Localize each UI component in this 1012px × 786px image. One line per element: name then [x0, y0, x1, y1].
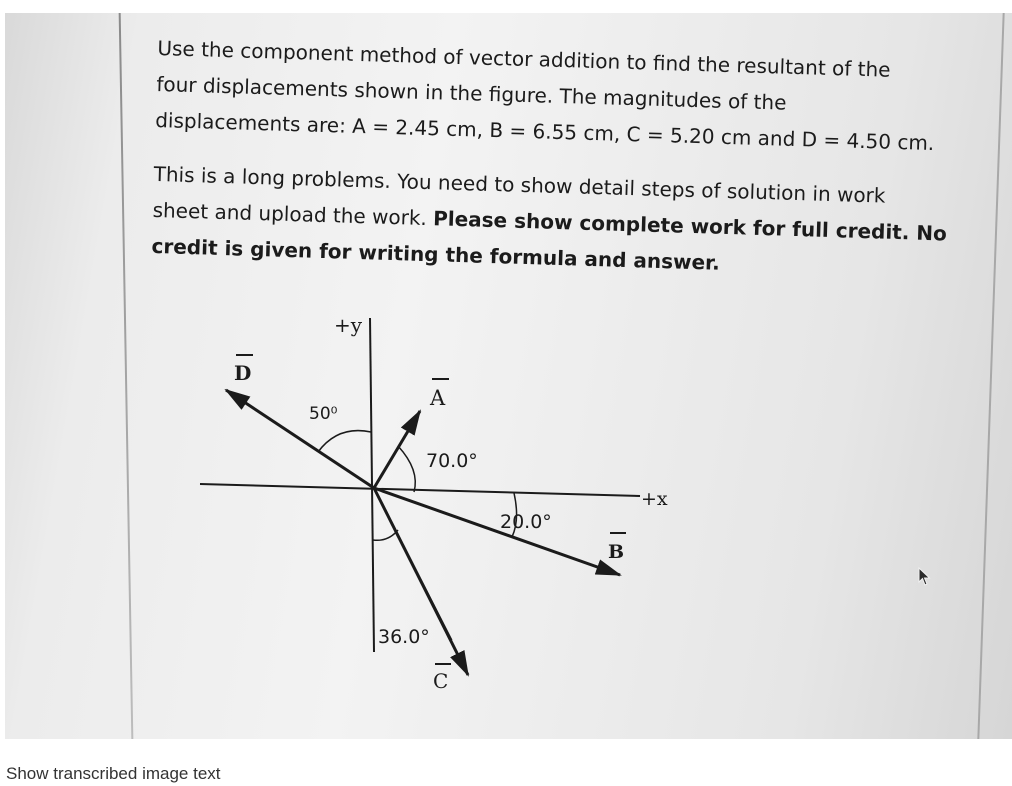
vector-d-label: D — [234, 361, 252, 385]
angle-b-label: 20.0° — [500, 511, 552, 533]
angle-a-label: 70.0° — [426, 450, 478, 472]
vector-c-label: C — [433, 669, 449, 693]
instruction-line-4: This is a long problems. You need to show detail steps of solution in work — [153, 161, 886, 208]
angle-arc-d — [318, 431, 371, 452]
angle-arc-a — [398, 446, 415, 492]
angle-d-label: 50⁰ — [309, 404, 338, 424]
angle-guide-c — [396, 530, 452, 640]
show-transcribed-text-link[interactable]: Show transcribed image text — [6, 764, 221, 783]
problem-line-2: four displacements shown in the figure. The magnitudes of the — [156, 71, 787, 115]
problem-line-1: Use the component method of vector addition to find the resultant of the — [157, 35, 891, 82]
y-axis-label: +y — [334, 313, 363, 337]
vector-b-label: B — [608, 541, 625, 563]
problem-line-3: displacements are: A = 2.45 cm, B = 6.55 cm, C = 5.20 cm and D = 4.50 cm. — [154, 107, 935, 156]
instruction-line-5-bold: Please show complete work for full credit. No — [432, 206, 948, 246]
vector-a-label: A — [430, 386, 446, 410]
vector-d-arrow — [226, 390, 374, 488]
vector-a-arrow — [374, 411, 420, 488]
x-axis — [200, 484, 640, 496]
x-axis-label: +x — [641, 488, 668, 510]
angle-c-label: 36.0° — [378, 626, 430, 648]
mouse-pointer-icon — [918, 567, 932, 587]
instruction-line-5-normal: sheet and upload the work. — [152, 197, 434, 231]
instruction-line-6-bold: credit is given for writing the formula and answer. — [151, 233, 721, 275]
